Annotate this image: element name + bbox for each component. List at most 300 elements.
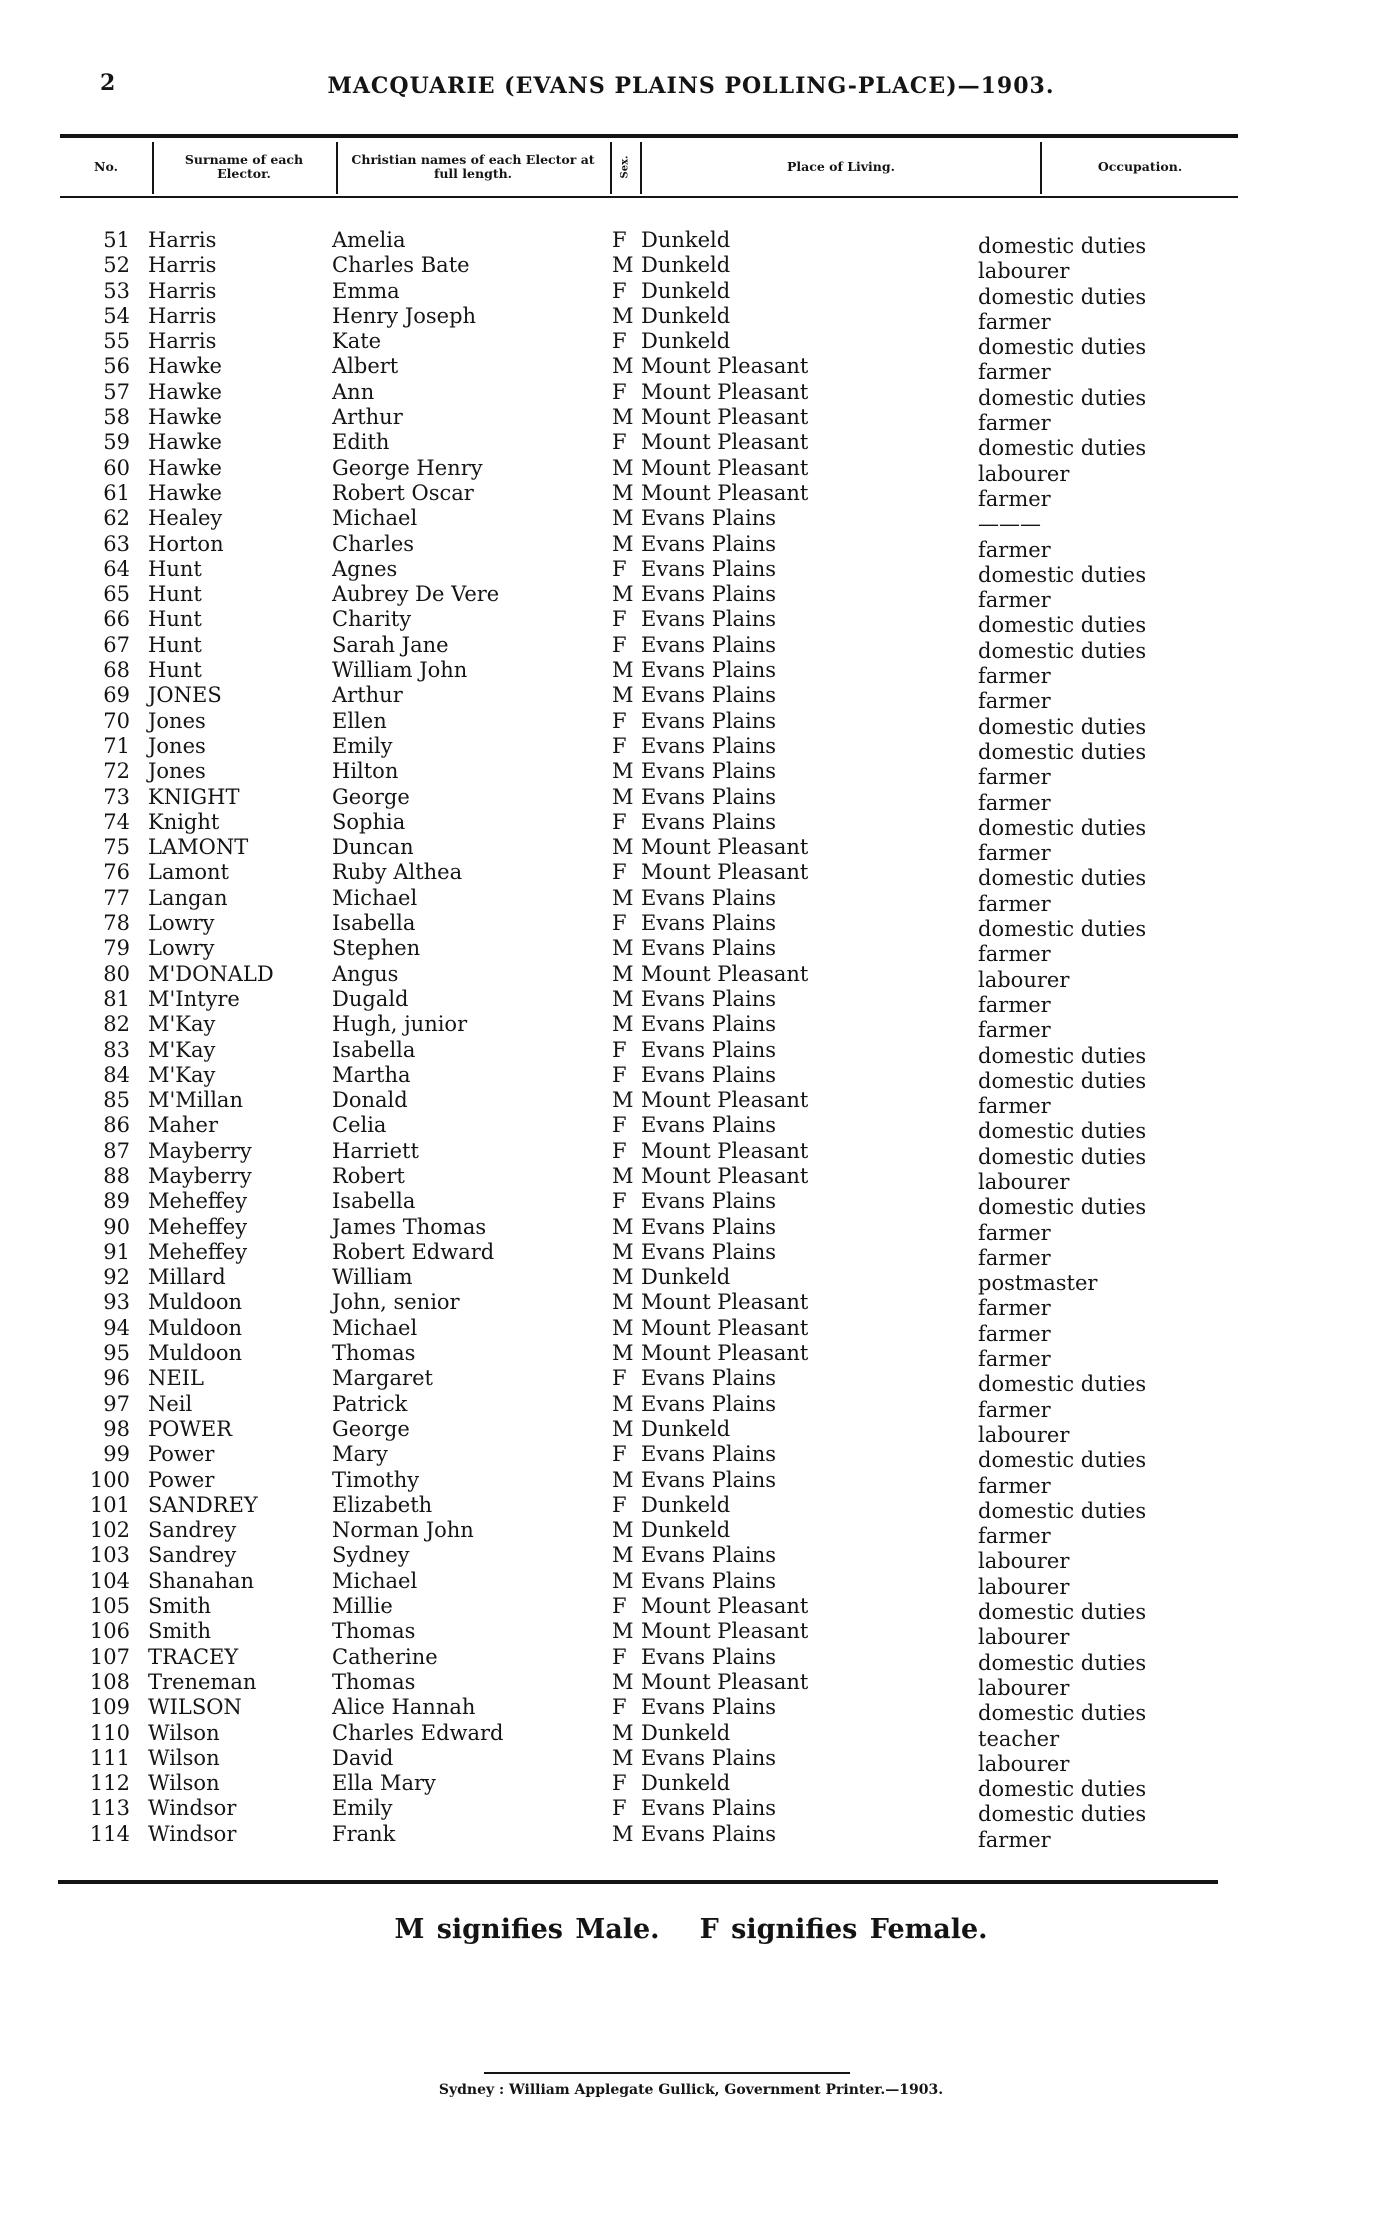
elector-sex: M [612, 1391, 634, 1416]
elector-christian-names: Aubrey De Vere [332, 582, 500, 607]
elector-row [0, 759, 1382, 790]
elector-place-of-living: Mount Pleasant [641, 379, 809, 404]
elector-place-of-living: Evans Plains [641, 759, 777, 784]
elector-sex: F [612, 911, 627, 936]
elector-christian-names: Hugh, junior [332, 1012, 468, 1037]
elector-christian-names: George [332, 784, 410, 809]
elector-christian-names: Robert Oscar [332, 480, 474, 505]
elector-surname: WILSON [148, 1695, 242, 1720]
elector-sex: M [612, 1290, 634, 1315]
elector-sex: F [612, 607, 627, 632]
elector-row [0, 1113, 1382, 1144]
elector-sex: F [612, 1062, 627, 1087]
elector-row [0, 835, 1382, 866]
elector-occupation: domestic duties [978, 714, 1147, 739]
elector-number: 67 [103, 632, 130, 657]
elector-sex: M [612, 582, 634, 607]
elector-row [0, 936, 1382, 967]
elector-place-of-living: Dunkeld [641, 1265, 731, 1290]
elector-sex: M [612, 480, 634, 505]
elector-sex: F [612, 1442, 627, 1467]
elector-sex: M [612, 1619, 634, 1644]
elector-surname: Langan [148, 885, 228, 910]
elector-christian-names: Albert [332, 354, 399, 379]
elector-number: 66 [103, 607, 130, 632]
elector-place-of-living: Evans Plains [641, 582, 777, 607]
header-bottom-rule [60, 196, 1238, 198]
elector-row [0, 1214, 1382, 1245]
col-header-surname: Surname of each Elector. [184, 152, 304, 181]
elector-surname: Meheffey [148, 1189, 248, 1214]
elector-occupation: farmer [978, 537, 1051, 562]
elector-number: 91 [103, 1239, 130, 1264]
elector-row [0, 658, 1382, 689]
elector-row [0, 1821, 1382, 1852]
elector-row [0, 303, 1382, 334]
elector-christian-names: Millie [332, 1594, 393, 1619]
elector-surname: Sandrey [148, 1518, 237, 1543]
elector-surname: Hawke [148, 379, 222, 404]
elector-surname: SANDREY [148, 1492, 258, 1517]
elector-number: 95 [103, 1341, 130, 1366]
elector-occupation: farmer [978, 1296, 1051, 1321]
elector-occupation: domestic duties [978, 436, 1147, 461]
elector-surname: M'Kay [148, 1062, 216, 1087]
elector-surname: Hawke [148, 430, 222, 455]
elector-sex: M [612, 1416, 634, 1441]
elector-number: 79 [103, 936, 130, 961]
elector-row [0, 911, 1382, 942]
elector-surname: Horton [148, 531, 224, 556]
elector-occupation: domestic duties [978, 1650, 1147, 1675]
elector-place-of-living: Evans Plains [641, 911, 777, 936]
elector-row [0, 632, 1382, 663]
col-header-no: No. [94, 159, 118, 174]
elector-place-of-living: Evans Plains [641, 1391, 777, 1416]
elector-sex: F [612, 1037, 627, 1062]
elector-sex: M [612, 455, 634, 480]
elector-christian-names: David [332, 1745, 394, 1770]
elector-place-of-living: Mount Pleasant [641, 860, 809, 885]
elector-occupation: domestic duties [978, 284, 1147, 309]
elector-occupation: domestic duties [978, 866, 1147, 891]
elector-row [0, 531, 1382, 562]
elector-row [0, 733, 1382, 764]
elector-number: 71 [103, 733, 130, 758]
elector-surname: Windsor [148, 1796, 237, 1821]
elector-surname: Lamont [148, 860, 229, 885]
elector-christian-names: William [332, 1265, 413, 1290]
elector-number: 85 [103, 1088, 130, 1113]
elector-occupation: domestic duties [978, 1802, 1147, 1827]
elector-occupation: ——— [978, 512, 1041, 537]
elector-sex: M [612, 1467, 634, 1492]
elector-row [0, 1619, 1382, 1650]
col-header-sex-cell [612, 138, 640, 196]
elector-occupation: farmer [978, 790, 1051, 815]
elector-number: 63 [103, 531, 130, 556]
column-header-row [60, 138, 1238, 196]
elector-christian-names: Margaret [332, 1366, 433, 1391]
elector-christian-names: William John [332, 658, 468, 683]
elector-place-of-living: Evans Plains [641, 658, 777, 683]
elector-row [0, 860, 1382, 891]
elector-place-of-living: Evans Plains [641, 809, 777, 834]
elector-place-of-living: Evans Plains [641, 1239, 777, 1264]
elector-number: 109 [89, 1695, 130, 1720]
elector-surname: Harris [148, 329, 217, 354]
elector-surname: TRACEY [148, 1644, 239, 1669]
elector-place-of-living: Dunkeld [641, 1720, 731, 1745]
elector-surname: Lowry [148, 936, 215, 961]
elector-number: 107 [89, 1644, 130, 1669]
elector-sex: F [612, 228, 627, 252]
elector-row [0, 582, 1382, 613]
elector-christian-names: James Thomas [332, 1214, 487, 1239]
elector-row [0, 556, 1382, 587]
elector-number: 103 [89, 1543, 130, 1568]
elector-row [0, 1695, 1382, 1726]
elector-number: 61 [103, 480, 130, 505]
elector-christian-names: Robert Edward [332, 1239, 495, 1264]
elector-row [0, 683, 1382, 714]
elector-occupation: domestic duties [978, 917, 1147, 942]
elector-occupation: domestic duties [978, 1195, 1147, 1220]
elector-place-of-living: Evans Plains [641, 1821, 777, 1846]
elector-surname: Healey [148, 506, 223, 531]
elector-place-of-living: Mount Pleasant [641, 1669, 809, 1694]
col-header-sex: Sex. [620, 155, 631, 179]
elector-occupation: labourer [978, 1169, 1070, 1194]
elector-number: 78 [103, 911, 130, 936]
elector-occupation: domestic duties [978, 613, 1147, 638]
elector-sex: M [612, 658, 634, 683]
elector-christian-names: Kate [332, 329, 382, 354]
elector-surname: Muldoon [148, 1290, 242, 1315]
elector-sex: M [612, 835, 634, 860]
elector-surname: M'Millan [148, 1088, 243, 1113]
elector-occupation: domestic duties [978, 1701, 1147, 1726]
elector-christian-names: George Henry [332, 455, 483, 480]
elector-number: 74 [103, 809, 130, 834]
elector-christian-names: Robert [332, 1163, 405, 1188]
elector-christian-names: Sydney [332, 1543, 410, 1568]
elector-occupation: domestic duties [978, 1777, 1147, 1802]
elector-occupation: domestic duties [978, 562, 1147, 587]
elector-occupation: domestic duties [978, 1448, 1147, 1473]
elector-number: 73 [103, 784, 130, 809]
elector-number: 62 [103, 506, 130, 531]
elector-row [0, 1492, 1382, 1523]
elector-row [0, 1315, 1382, 1346]
elector-surname: Muldoon [148, 1315, 242, 1340]
elector-surname: Millard [148, 1265, 226, 1290]
elector-occupation: farmer [978, 588, 1051, 613]
elector-surname: Wilson [148, 1745, 220, 1770]
elector-occupation: domestic duties [978, 1600, 1147, 1625]
elector-surname: M'Kay [148, 1012, 216, 1037]
elector-place-of-living: Evans Plains [641, 1037, 777, 1062]
elector-sex: F [612, 556, 627, 581]
elector-number: 55 [103, 329, 130, 354]
elector-christian-names: Emma [332, 278, 400, 303]
elector-surname: Hunt [148, 556, 202, 581]
elector-number: 88 [103, 1163, 130, 1188]
elector-christian-names: Charles Edward [332, 1720, 504, 1745]
elector-place-of-living: Evans Plains [641, 1796, 777, 1821]
elector-place-of-living: Evans Plains [641, 986, 777, 1011]
elector-number: 101 [89, 1492, 130, 1517]
elector-surname: Hunt [148, 607, 202, 632]
elector-surname: Windsor [148, 1821, 237, 1846]
elector-christian-names: Emily [332, 1796, 393, 1821]
elector-christian-names: Arthur [332, 405, 403, 430]
elector-occupation: labourer [978, 1574, 1070, 1599]
elector-row [0, 1518, 1382, 1549]
elector-number: 111 [89, 1745, 130, 1770]
elector-sex: M [612, 253, 634, 278]
elector-place-of-living: Dunkeld [641, 1416, 731, 1441]
elector-christian-names: Charles Bate [332, 253, 470, 278]
elector-christian-names: Frank [332, 1821, 396, 1846]
elector-surname: LAMONT [148, 835, 249, 860]
legend-female: F signifies Female. [699, 1914, 988, 1945]
elector-christian-names: George [332, 1416, 410, 1441]
elector-surname: Meheffey [148, 1239, 248, 1264]
elector-occupation: farmer [978, 664, 1051, 689]
elector-sex: F [612, 430, 627, 455]
elector-sex: M [612, 354, 634, 379]
elector-number: 89 [103, 1189, 130, 1214]
elector-row [0, 1745, 1382, 1776]
elector-christian-names: Thomas [332, 1619, 416, 1644]
elector-place-of-living: Evans Plains [641, 708, 777, 733]
elector-number: 96 [103, 1366, 130, 1391]
elector-sex: F [612, 1113, 627, 1138]
elector-sex: M [612, 1239, 634, 1264]
elector-surname: Shanahan [148, 1568, 255, 1593]
elector-occupation: teacher [978, 1726, 1060, 1751]
elector-row [0, 1290, 1382, 1321]
elector-christian-names: Hilton [332, 759, 399, 784]
elector-sex: M [612, 405, 634, 430]
elector-place-of-living: Evans Plains [641, 1113, 777, 1138]
elector-christian-names: Michael [332, 1315, 418, 1340]
elector-place-of-living: Evans Plains [641, 1189, 777, 1214]
elector-occupation: farmer [978, 411, 1051, 436]
elector-sex: M [612, 531, 634, 556]
elector-row [0, 986, 1382, 1017]
elector-surname: NEIL [148, 1366, 204, 1391]
elector-christian-names: Sarah Jane [332, 632, 449, 657]
electors-list [0, 228, 1382, 1852]
elector-occupation: domestic duties [978, 1043, 1147, 1068]
elector-place-of-living: Evans Plains [641, 885, 777, 910]
elector-sex: F [612, 278, 627, 303]
elector-row [0, 480, 1382, 511]
elector-christian-names: Amelia [332, 228, 406, 252]
elector-sex: F [612, 708, 627, 733]
elector-sex: F [612, 632, 627, 657]
elector-place-of-living: Mount Pleasant [641, 1594, 809, 1619]
elector-place-of-living: Dunkeld [641, 1518, 731, 1543]
elector-row [0, 506, 1382, 537]
elector-row [0, 278, 1382, 309]
elector-surname: Harris [148, 228, 217, 252]
elector-number: 60 [103, 455, 130, 480]
elector-surname: Hunt [148, 658, 202, 683]
elector-occupation: labourer [978, 1751, 1070, 1776]
elector-sex: F [612, 1138, 627, 1163]
elector-number: 92 [103, 1265, 130, 1290]
elector-sex: M [612, 1163, 634, 1188]
elector-surname: Sandrey [148, 1543, 237, 1568]
page-title: MACQUARIE (EVANS PLAINS POLLING-PLACE)—1903. [327, 73, 1055, 99]
elector-christian-names: Isabella [332, 1037, 416, 1062]
elector-sex: F [612, 1594, 627, 1619]
elector-occupation: farmer [978, 360, 1051, 385]
elector-place-of-living: Mount Pleasant [641, 961, 809, 986]
elector-number: 113 [89, 1796, 130, 1821]
elector-occupation: domestic duties [978, 1498, 1147, 1523]
elector-surname: Mayberry [148, 1138, 252, 1163]
elector-surname: Harris [148, 278, 217, 303]
elector-occupation: domestic duties [978, 234, 1147, 258]
elector-surname: M'Intyre [148, 986, 240, 1011]
elector-number: 57 [103, 379, 130, 404]
elector-occupation: domestic duties [978, 739, 1147, 764]
elector-number: 106 [89, 1619, 130, 1644]
elector-occupation: labourer [978, 1549, 1070, 1574]
elector-row [0, 1163, 1382, 1194]
elector-row [0, 1796, 1382, 1827]
elector-christian-names: Emily [332, 733, 393, 758]
elector-sex: F [612, 1695, 627, 1720]
elector-number: 86 [103, 1113, 130, 1138]
elector-occupation: farmer [978, 1827, 1051, 1852]
elector-occupation: farmer [978, 942, 1051, 967]
table-bottom-rule [58, 1880, 1218, 1884]
printer-imprint: Sydney : William Applegate Gullick, Government Printer.—1903. [438, 2082, 944, 2098]
elector-place-of-living: Evans Plains [641, 1543, 777, 1568]
elector-place-of-living: Mount Pleasant [641, 430, 809, 455]
elector-place-of-living: Evans Plains [641, 1366, 777, 1391]
elector-christian-names: Angus [332, 961, 399, 986]
elector-number: 72 [103, 759, 130, 784]
elector-christian-names: Charles [332, 531, 415, 556]
elector-christian-names: Harriett [332, 1138, 419, 1163]
elector-surname: Smith [148, 1619, 211, 1644]
elector-christian-names: Ann [332, 379, 375, 404]
elector-place-of-living: Evans Plains [641, 733, 777, 758]
elector-christian-names: Patrick [332, 1391, 408, 1416]
elector-surname: Harris [148, 253, 217, 278]
elector-sex: M [612, 885, 634, 910]
elector-christian-names: Michael [332, 506, 418, 531]
elector-place-of-living: Mount Pleasant [641, 354, 809, 379]
elector-place-of-living: Dunkeld [641, 303, 731, 328]
elector-sex: M [612, 303, 634, 328]
elector-number: 58 [103, 405, 130, 430]
elector-place-of-living: Mount Pleasant [641, 1088, 809, 1113]
elector-place-of-living: Mount Pleasant [641, 455, 809, 480]
elector-sex: M [612, 506, 634, 531]
elector-occupation: farmer [978, 309, 1051, 334]
elector-surname: Hawke [148, 455, 222, 480]
elector-occupation: farmer [978, 1321, 1051, 1346]
elector-christian-names: Thomas [332, 1341, 416, 1366]
elector-occupation: labourer [978, 1422, 1070, 1447]
elector-sex: M [612, 986, 634, 1011]
elector-row [0, 430, 1382, 461]
elector-place-of-living: Evans Plains [641, 1467, 777, 1492]
elector-number: 51 [103, 228, 130, 252]
col-header-christian-names: Christian names of each Elector at full length. [351, 152, 595, 181]
elector-christian-names: Ellen [332, 708, 387, 733]
elector-place-of-living: Evans Plains [641, 1214, 777, 1239]
elector-number: 94 [103, 1315, 130, 1340]
elector-surname: Hawke [148, 354, 222, 379]
elector-occupation: farmer [978, 1473, 1051, 1498]
elector-row [0, 1189, 1382, 1220]
elector-surname: Harris [148, 303, 217, 328]
elector-row [0, 228, 1382, 258]
elector-row [0, 1594, 1382, 1625]
elector-christian-names: Sophia [332, 809, 406, 834]
elector-row [0, 1720, 1382, 1751]
imprint-rule [484, 2072, 850, 2074]
elector-row [0, 708, 1382, 739]
elector-surname: Hawke [148, 405, 222, 430]
elector-christian-names: Michael [332, 885, 418, 910]
elector-occupation: labourer [978, 461, 1070, 486]
elector-place-of-living: Evans Plains [641, 1442, 777, 1467]
elector-number: 102 [89, 1518, 130, 1543]
elector-occupation: labourer [978, 967, 1070, 992]
elector-place-of-living: Dunkeld [641, 253, 731, 278]
elector-occupation: farmer [978, 1524, 1051, 1549]
elector-row [0, 253, 1382, 284]
elector-surname: Wilson [148, 1720, 220, 1745]
elector-christian-names: Alice Hannah [332, 1695, 476, 1720]
elector-christian-names: Elizabeth [332, 1492, 433, 1517]
elector-number: 112 [89, 1771, 130, 1796]
elector-surname: KNIGHT [148, 784, 240, 809]
elector-christian-names: Agnes [332, 556, 398, 581]
elector-row [0, 809, 1382, 840]
elector-number: 59 [103, 430, 130, 455]
elector-number: 114 [89, 1821, 130, 1846]
elector-place-of-living: Mount Pleasant [641, 835, 809, 860]
elector-place-of-living: Evans Plains [641, 1745, 777, 1770]
elector-occupation: domestic duties [978, 1119, 1147, 1144]
elector-row [0, 607, 1382, 638]
elector-occupation: domestic duties [978, 335, 1147, 360]
elector-christian-names: Celia [332, 1113, 387, 1138]
elector-sex: M [612, 1214, 634, 1239]
elector-place-of-living: Evans Plains [641, 1012, 777, 1037]
elector-surname: Smith [148, 1594, 211, 1619]
elector-row [0, 1239, 1382, 1270]
elector-sex: F [612, 1366, 627, 1391]
elector-number: 82 [103, 1012, 130, 1037]
elector-christian-names: Mary [332, 1442, 388, 1467]
elector-sex: M [612, 683, 634, 708]
elector-row [0, 1669, 1382, 1700]
elector-sex: M [612, 1518, 634, 1543]
elector-occupation: farmer [978, 1397, 1051, 1422]
elector-sex: M [612, 1265, 634, 1290]
